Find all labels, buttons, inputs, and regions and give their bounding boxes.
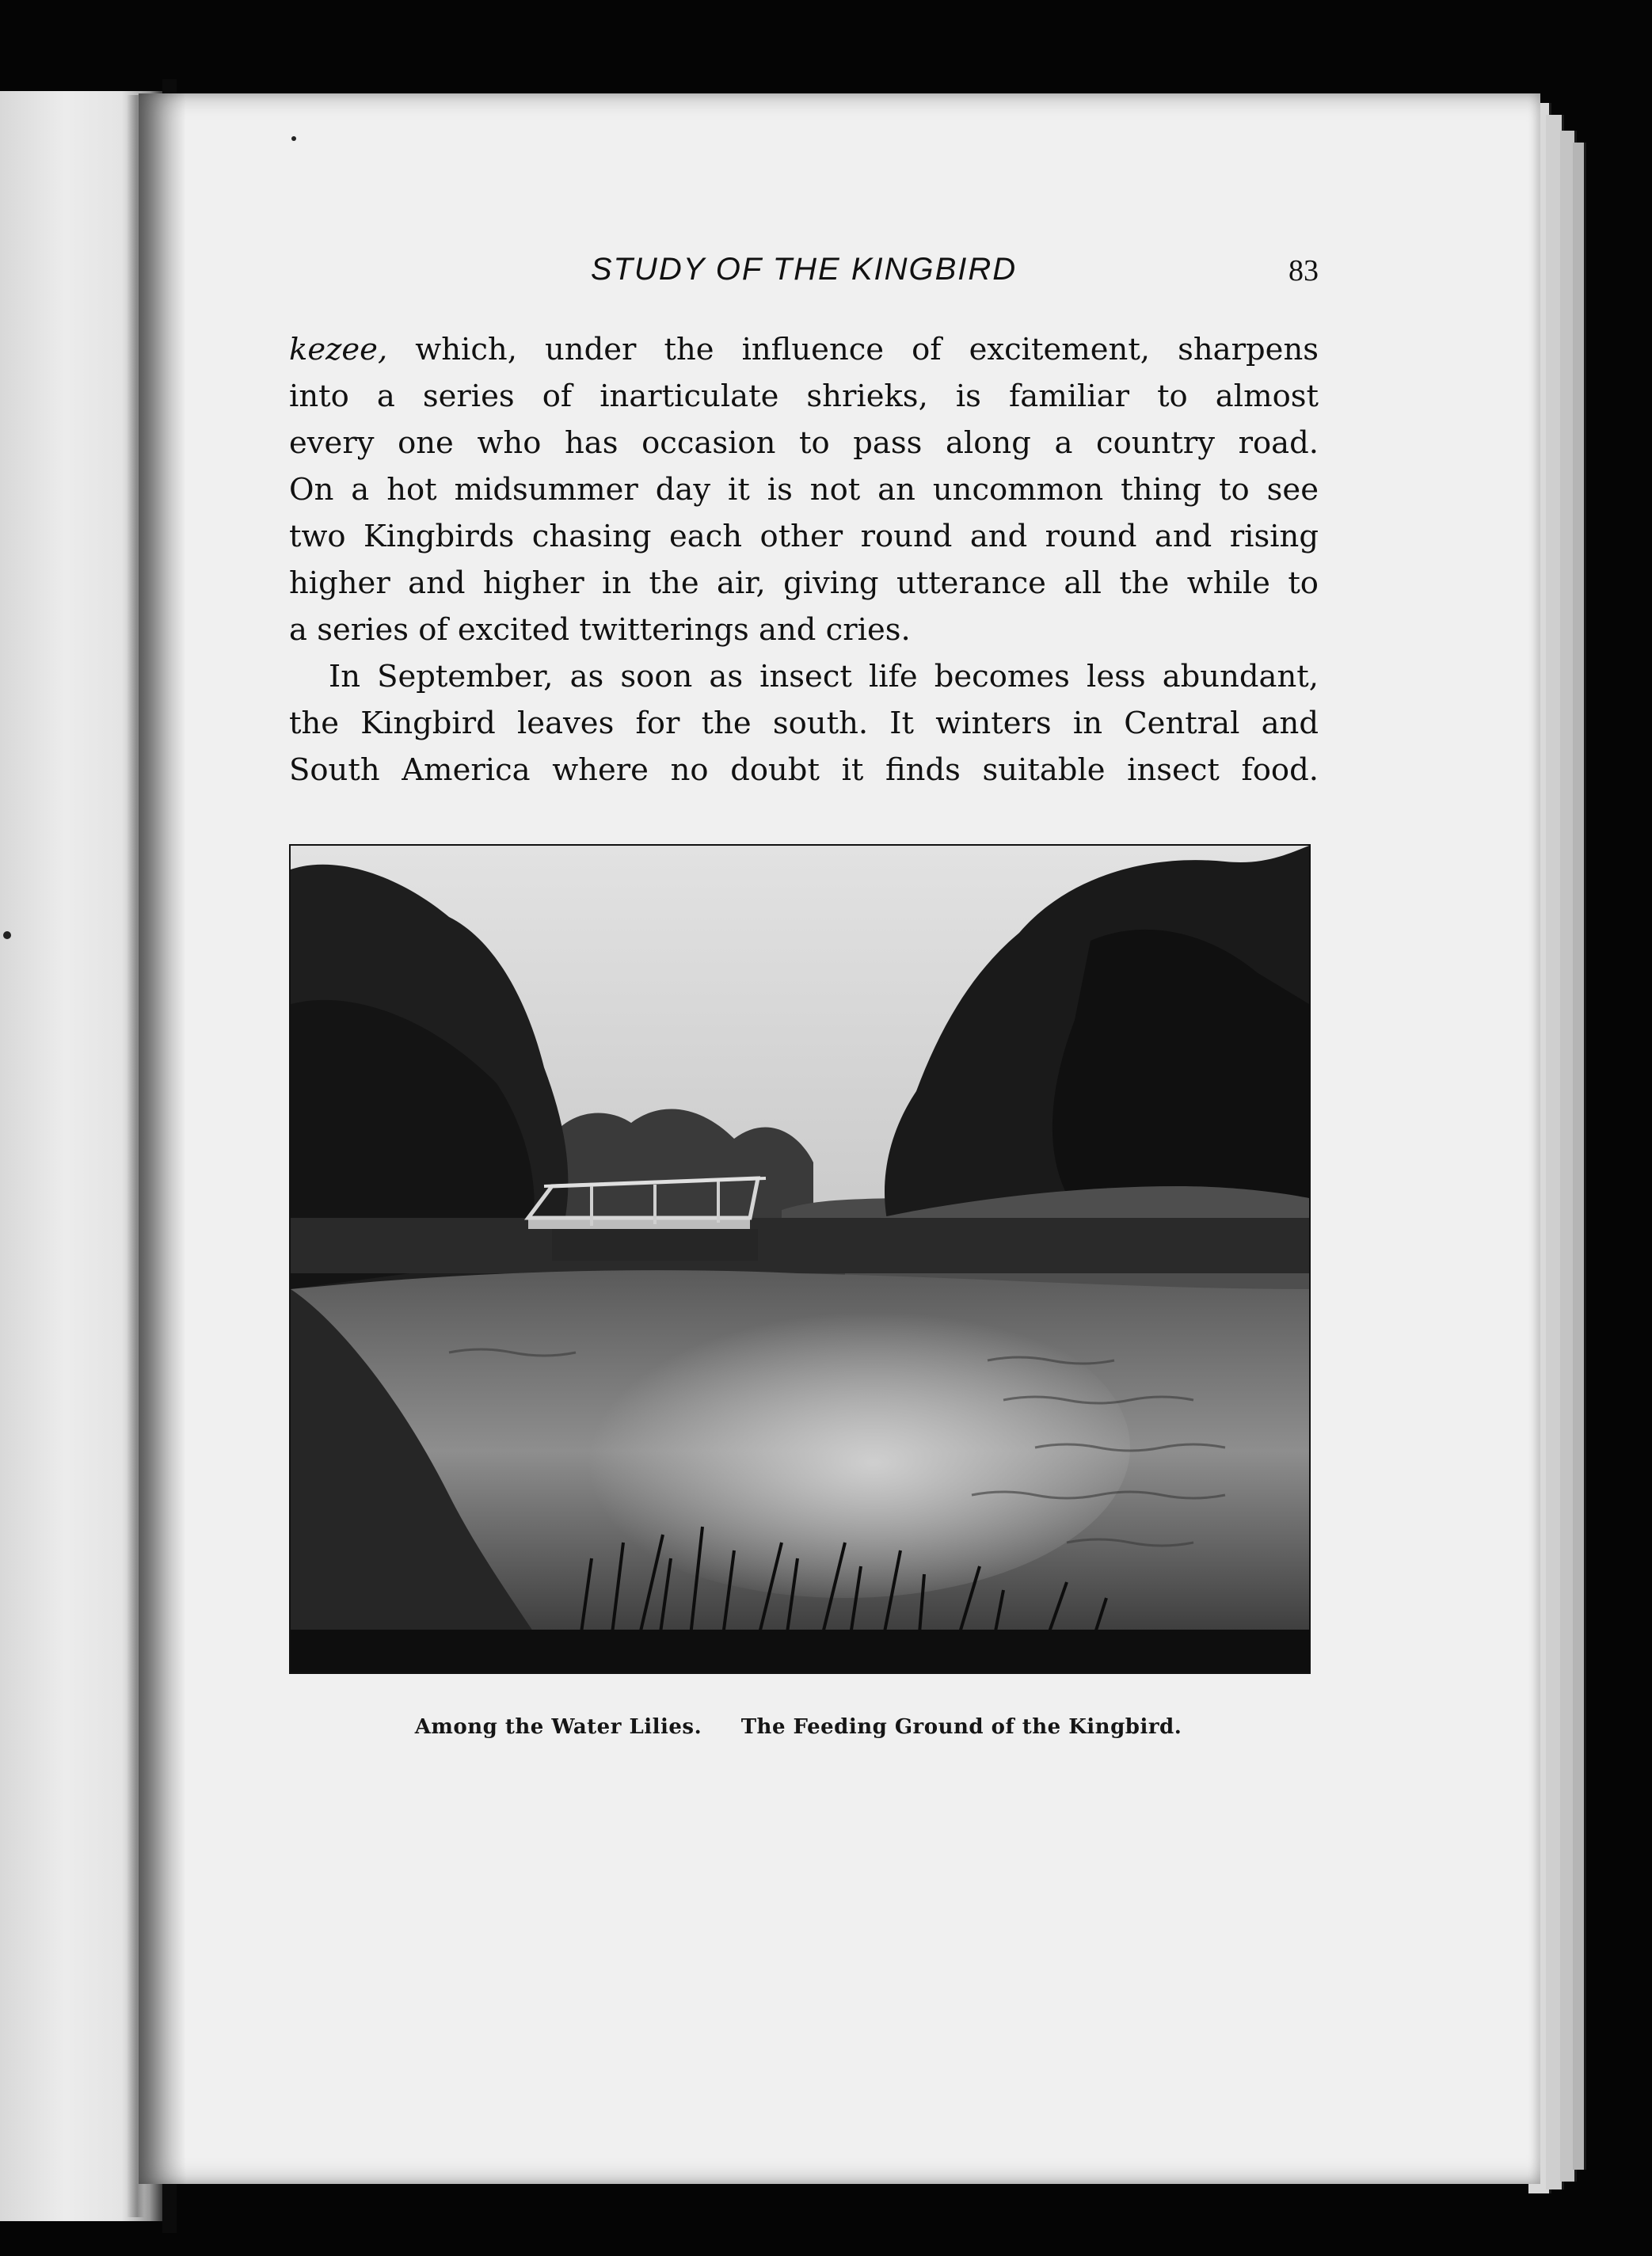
text-line: a series of excited twitterings and cries.	[289, 612, 911, 648]
running-head: STUDY OF THE KINGBIRD	[590, 252, 1018, 287]
text-line: the Kingbird leaves for the south. It winters in Central and	[289, 706, 1319, 741]
dust-speck	[291, 136, 296, 141]
text-line: two Kingbirds chasing each other round and round and rising	[289, 519, 1319, 554]
text-line: every one who has occasion to pass along a country road.	[289, 425, 1319, 461]
caption-description: The Feeding Ground of the Kingbird.	[740, 1715, 1182, 1739]
body-text	[289, 326, 1319, 793]
page-spine-shadow	[139, 93, 186, 2184]
pond-photograph	[289, 844, 1311, 1674]
text-line: kezee, which, under the influence of excitement, sharpens	[289, 332, 1319, 367]
text-line: On a hot midsummer day it is not an uncommon thing to see	[289, 472, 1319, 508]
figure-caption	[289, 1715, 1308, 1739]
text-line: In September, as soon as insect life becomes less abundant,	[329, 659, 1319, 694]
page-number: 83	[1288, 254, 1319, 287]
caption-title: Among the Water Lilies.	[414, 1715, 702, 1739]
page-stack-edge	[1573, 143, 1586, 2170]
lead-word: kezee,	[289, 332, 388, 367]
text-line: higher and higher in the air, giving utterance all the while to	[289, 565, 1319, 601]
text-line: South America where no doubt it finds suitable insect food.	[289, 752, 1319, 788]
text-line: into a series of inarticulate shrieks, is familiar to almost	[289, 379, 1319, 414]
dust-speck	[3, 931, 11, 939]
